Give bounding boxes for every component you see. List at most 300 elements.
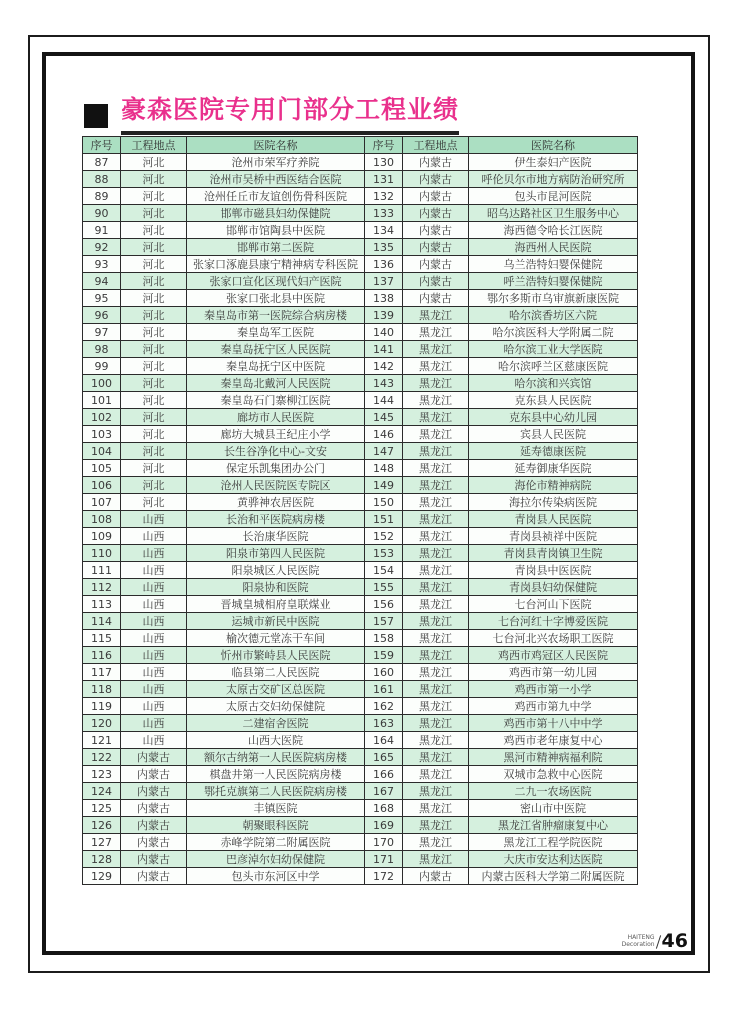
hospital-name-cell: 阳泉城区人民医院 (187, 562, 365, 579)
hospital-name-cell: 二九一农场医院 (469, 783, 638, 800)
location-cell: 黑龙江 (403, 579, 469, 596)
serial-number-cell: 87 (83, 154, 121, 171)
serial-number-cell: 142 (365, 358, 403, 375)
serial-number-cell: 160 (365, 664, 403, 681)
location-cell: 黑龙江 (403, 715, 469, 732)
hospital-name-cell: 哈尔滨呼兰区慈康医院 (469, 358, 638, 375)
hospital-name-cell: 秦皇岛抚宁区人民医院 (187, 341, 365, 358)
table-row (83, 273, 638, 290)
serial-number-cell: 89 (83, 188, 121, 205)
column-header: 医院名称 (187, 137, 365, 154)
table-row (83, 681, 638, 698)
serial-number-cell: 131 (365, 171, 403, 188)
location-cell: 内蒙古 (403, 205, 469, 222)
serial-number-cell: 135 (365, 239, 403, 256)
hospital-name-cell: 廊坊市人民医院 (187, 409, 365, 426)
serial-number-cell: 116 (83, 647, 121, 664)
location-cell: 黑龙江 (403, 460, 469, 477)
table-row (83, 341, 638, 358)
serial-number-cell: 90 (83, 205, 121, 222)
location-cell: 内蒙古 (121, 868, 187, 885)
serial-number-cell: 164 (365, 732, 403, 749)
serial-number-cell: 112 (83, 579, 121, 596)
serial-number-cell: 122 (83, 749, 121, 766)
location-cell: 黑龙江 (403, 630, 469, 647)
hospital-name-cell: 伊生泰妇产医院 (469, 154, 638, 171)
location-cell: 河北 (121, 426, 187, 443)
serial-number-cell: 134 (365, 222, 403, 239)
location-cell: 河北 (121, 290, 187, 307)
table-row (83, 477, 638, 494)
hospital-name-cell: 海伦市精神病院 (469, 477, 638, 494)
hospital-name-cell: 大庆市安达利达医院 (469, 851, 638, 868)
page-number: 46 (661, 930, 688, 952)
serial-number-cell: 109 (83, 528, 121, 545)
table-row (83, 545, 638, 562)
serial-number-cell: 118 (83, 681, 121, 698)
serial-number-cell: 110 (83, 545, 121, 562)
serial-number-cell: 114 (83, 613, 121, 630)
column-header: 工程地点 (121, 137, 187, 154)
hospital-name-cell: 沧州人民医院医专院区 (187, 477, 365, 494)
serial-number-cell: 113 (83, 596, 121, 613)
location-cell: 山西 (121, 681, 187, 698)
hospital-name-cell: 包头市东河区中学 (187, 868, 365, 885)
table-row (83, 647, 638, 664)
hospital-name-cell: 鸡西市第九中学 (469, 698, 638, 715)
location-cell: 河北 (121, 392, 187, 409)
hospital-name-cell: 沧州市吴桥中西医结合医院 (187, 171, 365, 188)
serial-number-cell: 143 (365, 375, 403, 392)
serial-number-cell: 141 (365, 341, 403, 358)
location-cell: 山西 (121, 545, 187, 562)
location-cell: 河北 (121, 273, 187, 290)
hospital-name-cell: 张家口张北县中医院 (187, 290, 365, 307)
serial-number-cell: 147 (365, 443, 403, 460)
location-cell: 山西 (121, 647, 187, 664)
serial-number-cell: 137 (365, 273, 403, 290)
hospital-name-cell: 七台河山下医院 (469, 596, 638, 613)
serial-number-cell: 93 (83, 256, 121, 273)
location-cell: 黑龙江 (403, 477, 469, 494)
hospital-name-cell: 张家口宣化区现代妇产医院 (187, 273, 365, 290)
location-cell: 黑龙江 (403, 613, 469, 630)
hospital-name-cell: 七台河红十字博爱医院 (469, 613, 638, 630)
serial-number-cell: 127 (83, 834, 121, 851)
location-cell: 山西 (121, 511, 187, 528)
hospital-name-cell: 鸡西市鸡冠区人民医院 (469, 647, 638, 664)
serial-number-cell: 149 (365, 477, 403, 494)
table-row (83, 834, 638, 851)
serial-number-cell: 170 (365, 834, 403, 851)
table-row (83, 579, 638, 596)
location-cell: 河北 (121, 188, 187, 205)
table-row (83, 851, 638, 868)
location-cell: 黑龙江 (403, 732, 469, 749)
serial-number-cell: 115 (83, 630, 121, 647)
location-cell: 河北 (121, 443, 187, 460)
table-row (83, 426, 638, 443)
hospital-name-cell: 呼伦贝尔市地方病防治研究所 (469, 171, 638, 188)
hospital-name-cell: 秦皇岛石门寨柳江医院 (187, 392, 365, 409)
serial-number-cell: 136 (365, 256, 403, 273)
serial-number-cell: 88 (83, 171, 121, 188)
hospital-name-cell: 克东县人民医院 (469, 392, 638, 409)
location-cell: 山西 (121, 613, 187, 630)
hospital-name-cell: 包头市昆河医院 (469, 188, 638, 205)
serial-number-cell: 151 (365, 511, 403, 528)
table-row (83, 868, 638, 885)
serial-number-cell: 129 (83, 868, 121, 885)
location-cell: 内蒙古 (403, 222, 469, 239)
page-title: 豪森医院专用门部分工程业绩 (121, 90, 459, 135)
hospital-name-cell: 宾县人民医院 (469, 426, 638, 443)
serial-number-cell: 153 (365, 545, 403, 562)
location-cell: 河北 (121, 205, 187, 222)
serial-number-cell: 120 (83, 715, 121, 732)
location-cell: 内蒙古 (121, 749, 187, 766)
serial-number-cell: 91 (83, 222, 121, 239)
hospital-name-cell: 克东县中心幼儿园 (469, 409, 638, 426)
table-row (83, 528, 638, 545)
serial-number-cell: 154 (365, 562, 403, 579)
serial-number-cell: 94 (83, 273, 121, 290)
hospital-name-cell: 巴彦淖尔妇幼保健院 (187, 851, 365, 868)
location-cell: 内蒙古 (403, 290, 469, 307)
serial-number-cell: 167 (365, 783, 403, 800)
hospital-name-cell: 哈尔滨和兴宾馆 (469, 375, 638, 392)
serial-number-cell: 157 (365, 613, 403, 630)
serial-number-cell: 158 (365, 630, 403, 647)
serial-number-cell: 148 (365, 460, 403, 477)
table-header-row (83, 137, 638, 154)
location-cell: 内蒙古 (121, 766, 187, 783)
location-cell: 内蒙古 (403, 171, 469, 188)
serial-number-cell: 119 (83, 698, 121, 715)
serial-number-cell: 168 (365, 800, 403, 817)
hospital-name-cell: 延寿德康医院 (469, 443, 638, 460)
serial-number-cell: 98 (83, 341, 121, 358)
page-footer (622, 932, 688, 951)
hospital-name-cell: 廊坊大城县王纪庄小学 (187, 426, 365, 443)
location-cell: 河北 (121, 256, 187, 273)
serial-number-cell: 103 (83, 426, 121, 443)
table-row (83, 783, 638, 800)
location-cell: 黑龙江 (403, 392, 469, 409)
hospital-name-cell: 黑龙江工程学院医院 (469, 834, 638, 851)
serial-number-cell: 104 (83, 443, 121, 460)
hospital-name-cell: 秦皇岛抚宁区中医院 (187, 358, 365, 375)
serial-number-cell: 97 (83, 324, 121, 341)
serial-number-cell: 125 (83, 800, 121, 817)
hospital-name-cell: 丰镇医院 (187, 800, 365, 817)
table-row (83, 222, 638, 239)
location-cell: 黑龙江 (403, 766, 469, 783)
hospital-name-cell: 张家口涿鹿县康宁精神病专科医院 (187, 256, 365, 273)
location-cell: 黑龙江 (403, 511, 469, 528)
serial-number-cell: 159 (365, 647, 403, 664)
table-row (83, 409, 638, 426)
table-row (83, 749, 638, 766)
serial-number-cell: 155 (365, 579, 403, 596)
location-cell: 黑龙江 (403, 375, 469, 392)
location-cell: 黑龙江 (403, 817, 469, 834)
hospital-name-cell: 长生谷净化中心-文安 (187, 443, 365, 460)
serial-number-cell: 95 (83, 290, 121, 307)
location-cell: 内蒙古 (403, 239, 469, 256)
serial-number-cell: 106 (83, 477, 121, 494)
location-cell: 河北 (121, 171, 187, 188)
location-cell: 黑龙江 (403, 749, 469, 766)
location-cell: 黑龙江 (403, 358, 469, 375)
serial-number-cell: 124 (83, 783, 121, 800)
hospital-name-cell: 哈尔滨医科大学附属二院 (469, 324, 638, 341)
hospital-name-cell: 沧州市荣军疗养院 (187, 154, 365, 171)
table-row (83, 205, 638, 222)
serial-number-cell: 162 (365, 698, 403, 715)
table-row (83, 596, 638, 613)
table-row (83, 324, 638, 341)
table-row (83, 171, 638, 188)
serial-number-cell: 138 (365, 290, 403, 307)
title-bullet-square-icon (84, 104, 108, 128)
hospital-name-cell: 青岗县中医医院 (469, 562, 638, 579)
location-cell: 内蒙古 (403, 154, 469, 171)
serial-number-cell: 105 (83, 460, 121, 477)
serial-number-cell: 150 (365, 494, 403, 511)
serial-number-cell: 133 (365, 205, 403, 222)
location-cell: 内蒙古 (121, 817, 187, 834)
location-cell: 山西 (121, 630, 187, 647)
hospital-name-cell: 朝聚眼科医院 (187, 817, 365, 834)
hospital-name-cell: 阳泉协和医院 (187, 579, 365, 596)
location-cell: 黑龙江 (403, 426, 469, 443)
hospital-name-cell: 鸡西市第十八中中学 (469, 715, 638, 732)
hospital-name-cell: 昭乌达路社区卫生服务中心 (469, 205, 638, 222)
serial-number-cell: 117 (83, 664, 121, 681)
hospital-name-cell: 黄骅神农居医院 (187, 494, 365, 511)
serial-number-cell: 145 (365, 409, 403, 426)
hospital-name-cell: 长治和平医院病房楼 (187, 511, 365, 528)
location-cell: 山西 (121, 596, 187, 613)
table-row (83, 511, 638, 528)
location-cell: 河北 (121, 222, 187, 239)
table-row (83, 358, 638, 375)
location-cell: 河北 (121, 409, 187, 426)
location-cell: 黑龙江 (403, 681, 469, 698)
serial-number-cell: 123 (83, 766, 121, 783)
table-row (83, 256, 638, 273)
location-cell: 内蒙古 (121, 834, 187, 851)
hospital-name-cell: 赤峰学院第二附属医院 (187, 834, 365, 851)
hospital-name-cell: 临县第二人民医院 (187, 664, 365, 681)
hospital-name-cell: 沧州任丘市友谊创伤骨科医院 (187, 188, 365, 205)
location-cell: 内蒙古 (403, 256, 469, 273)
hospital-name-cell: 鄂尔多斯市乌审旗新康医院 (469, 290, 638, 307)
location-cell: 黑龙江 (403, 698, 469, 715)
location-cell: 山西 (121, 732, 187, 749)
hospital-name-cell: 秦皇岛军工医院 (187, 324, 365, 341)
serial-number-cell: 107 (83, 494, 121, 511)
table-row (83, 443, 638, 460)
hospital-name-cell: 黑河市精神病福利院 (469, 749, 638, 766)
location-cell: 内蒙古 (403, 868, 469, 885)
hospital-name-cell: 青岗县人民医院 (469, 511, 638, 528)
location-cell: 河北 (121, 341, 187, 358)
location-cell: 黑龙江 (403, 324, 469, 341)
table-row (83, 800, 638, 817)
title-block (84, 90, 459, 135)
location-cell: 河北 (121, 494, 187, 511)
hospital-name-cell: 鄂托克旗第二人民医院病房楼 (187, 783, 365, 800)
serial-number-cell: 172 (365, 868, 403, 885)
location-cell: 河北 (121, 460, 187, 477)
location-cell: 黑龙江 (403, 562, 469, 579)
column-header: 工程地点 (403, 137, 469, 154)
table-row (83, 630, 638, 647)
hospital-name-cell: 呼兰浩特妇婴保健院 (469, 273, 638, 290)
location-cell: 黑龙江 (403, 596, 469, 613)
serial-number-cell: 96 (83, 307, 121, 324)
table-row (83, 154, 638, 171)
serial-number-cell: 146 (365, 426, 403, 443)
serial-number-cell: 111 (83, 562, 121, 579)
table-row (83, 494, 638, 511)
location-cell: 内蒙古 (121, 800, 187, 817)
hospital-name-cell: 额尔古纳第一人民医院病房楼 (187, 749, 365, 766)
table-row (83, 698, 638, 715)
hospital-name-cell: 青岗县妇幼保健院 (469, 579, 638, 596)
location-cell: 内蒙古 (121, 783, 187, 800)
hospital-name-cell: 鸡西市老年康复中心 (469, 732, 638, 749)
hospital-name-cell: 密山市中医院 (469, 800, 638, 817)
location-cell: 黑龙江 (403, 443, 469, 460)
hospital-name-cell: 海西州人民医院 (469, 239, 638, 256)
location-cell: 河北 (121, 375, 187, 392)
location-cell: 河北 (121, 307, 187, 324)
hospital-name-cell: 内蒙古医科大学第二附属医院 (469, 868, 638, 885)
hospital-name-cell: 保定乐凯集团办公门 (187, 460, 365, 477)
serial-number-cell: 128 (83, 851, 121, 868)
table-row (83, 290, 638, 307)
hospital-name-cell: 青岗县青岗镇卫生院 (469, 545, 638, 562)
table-row (83, 460, 638, 477)
location-cell: 河北 (121, 358, 187, 375)
hospital-name-cell: 山西大医院 (187, 732, 365, 749)
location-cell: 黑龙江 (403, 409, 469, 426)
brand-line-2: Decoration (621, 940, 655, 948)
serial-number-cell: 163 (365, 715, 403, 732)
table-row (83, 239, 638, 256)
hospital-name-cell: 鸡西市第一幼儿园 (469, 664, 638, 681)
location-cell: 内蒙古 (403, 188, 469, 205)
location-cell: 河北 (121, 477, 187, 494)
location-cell: 河北 (121, 324, 187, 341)
table-row (83, 732, 638, 749)
column-header: 序号 (365, 137, 403, 154)
hospital-name-cell: 太原古交矿区总医院 (187, 681, 365, 698)
hospital-name-cell: 延寿御康华医院 (469, 460, 638, 477)
serial-number-cell: 102 (83, 409, 121, 426)
table-row (83, 188, 638, 205)
hospital-name-cell: 七台河北兴农场职工医院 (469, 630, 638, 647)
hospital-name-cell: 长治康华医院 (187, 528, 365, 545)
hospital-name-cell: 秦皇岛市第一医院综合病房楼 (187, 307, 365, 324)
location-cell: 黑龙江 (403, 851, 469, 868)
hospital-name-cell: 邯郸市馆陶县中医院 (187, 222, 365, 239)
serial-number-cell: 132 (365, 188, 403, 205)
table-row (83, 664, 638, 681)
serial-number-cell: 101 (83, 392, 121, 409)
location-cell: 黑龙江 (403, 783, 469, 800)
hospital-name-cell: 青岗县祯祥中医院 (469, 528, 638, 545)
location-cell: 黑龙江 (403, 647, 469, 664)
hospital-name-cell: 秦皇岛北戴河人民医院 (187, 375, 365, 392)
serial-number-cell: 161 (365, 681, 403, 698)
hospital-name-cell: 太原古交妇幼保健院 (187, 698, 365, 715)
table-row (83, 392, 638, 409)
hospital-name-cell: 海西德令哈长江医院 (469, 222, 638, 239)
hospital-name-cell: 邯郸市磁县妇幼保健院 (187, 205, 365, 222)
location-cell: 黑龙江 (403, 545, 469, 562)
hospital-name-cell: 乌兰浩特妇婴保健院 (469, 256, 638, 273)
location-cell: 山西 (121, 698, 187, 715)
hospital-name-cell: 棋盘井第一人民医院病房楼 (187, 766, 365, 783)
brand-slash-icon (655, 935, 660, 949)
location-cell: 黑龙江 (403, 834, 469, 851)
location-cell: 河北 (121, 154, 187, 171)
serial-number-cell: 171 (365, 851, 403, 868)
brand-label (622, 935, 655, 949)
table-row (83, 766, 638, 783)
table-row (83, 307, 638, 324)
location-cell: 黑龙江 (403, 800, 469, 817)
serial-number-cell: 144 (365, 392, 403, 409)
location-cell: 山西 (121, 715, 187, 732)
hospital-name-cell: 邯郸市第二医院 (187, 239, 365, 256)
location-cell: 黑龙江 (403, 341, 469, 358)
serial-number-cell: 126 (83, 817, 121, 834)
column-header: 医院名称 (469, 137, 638, 154)
serial-number-cell: 166 (365, 766, 403, 783)
hospital-name-cell: 黑龙江省肿瘤康复中心 (469, 817, 638, 834)
hospital-name-cell: 二建宿舍医院 (187, 715, 365, 732)
serial-number-cell: 152 (365, 528, 403, 545)
location-cell: 黑龙江 (403, 307, 469, 324)
location-cell: 黑龙江 (403, 528, 469, 545)
hospital-name-cell: 哈尔滨工业大学医院 (469, 341, 638, 358)
hospital-name-cell: 双城市急救中心医院 (469, 766, 638, 783)
location-cell: 山西 (121, 562, 187, 579)
hospital-name-cell: 忻州市繁峙县人民医院 (187, 647, 365, 664)
serial-number-cell: 108 (83, 511, 121, 528)
serial-number-cell: 165 (365, 749, 403, 766)
serial-number-cell: 92 (83, 239, 121, 256)
location-cell: 黑龙江 (403, 664, 469, 681)
serial-number-cell: 99 (83, 358, 121, 375)
brand-line-1: HAITENG (627, 933, 655, 941)
serial-number-cell: 130 (365, 154, 403, 171)
hospital-name-cell: 海拉尔传染病医院 (469, 494, 638, 511)
inner-frame (42, 52, 695, 955)
location-cell: 河北 (121, 239, 187, 256)
table-row (83, 613, 638, 630)
hospital-name-cell: 运城市新民中医院 (187, 613, 365, 630)
serial-number-cell: 169 (365, 817, 403, 834)
hospital-name-cell: 鸡西市第一小学 (469, 681, 638, 698)
hospital-name-cell: 阳泉市第四人民医院 (187, 545, 365, 562)
table-row (83, 375, 638, 392)
